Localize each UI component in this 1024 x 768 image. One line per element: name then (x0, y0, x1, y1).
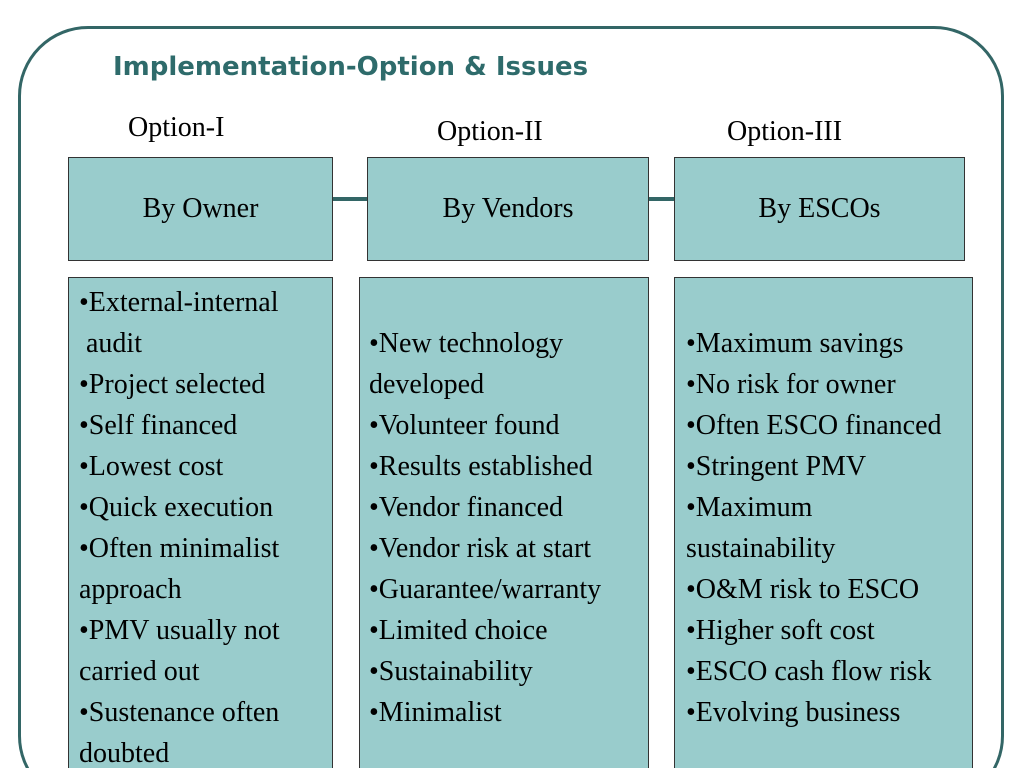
list-item: •Results established (369, 451, 593, 482)
list-item: •External-internal (79, 287, 279, 318)
option-3-label: Option-III (727, 116, 843, 147)
connector-2-3 (648, 197, 675, 201)
list-item: •Stringent PMV (686, 451, 867, 482)
option-2-heading: By Vendors (442, 193, 574, 224)
list-item: •No risk for owner (686, 369, 896, 400)
list-item: •PMV usually not (79, 615, 280, 646)
list-item: •ESCO cash flow risk (686, 656, 932, 687)
list-item: •Minimalist (369, 697, 502, 728)
option-1-heading-box (68, 157, 333, 261)
list-item: •Evolving business (686, 697, 901, 728)
list-item: sustainability (686, 533, 836, 564)
connector-1-2 (332, 197, 368, 201)
list-item: audit (79, 328, 142, 359)
option-3-list (686, 323, 942, 733)
option-1-label: Option-I (128, 112, 225, 143)
option-3-list-box (674, 277, 973, 768)
option-1-list (79, 282, 280, 768)
list-item: •Maximum (686, 492, 813, 523)
list-item: •Sustainability (369, 656, 533, 687)
list-item: •Sustenance often (79, 697, 280, 728)
list-item: •Maximum savings (686, 328, 904, 359)
list-item: •Higher soft cost (686, 615, 875, 646)
list-item: •Often ESCO financed (686, 410, 942, 441)
option-2-heading-box (367, 157, 649, 261)
option-2-label: Option-II (437, 116, 543, 147)
slide-title: Implementation-Option & Issues (113, 52, 589, 82)
list-item: •Guarantee/warranty (369, 574, 602, 605)
option-3-heading-box (674, 157, 965, 261)
list-item: carried out (79, 656, 200, 687)
list-item: •New technology (369, 328, 564, 359)
list-item: •Vendor financed (369, 492, 564, 523)
option-1-heading: By Owner (142, 193, 259, 224)
list-item: •Project selected (79, 369, 266, 400)
list-item: approach (79, 574, 182, 605)
list-item: doubted (79, 738, 170, 768)
list-item: •Limited choice (369, 615, 548, 646)
option-2-list (369, 323, 601, 733)
list-item: •Vendor risk at start (369, 533, 592, 564)
option-3-heading: By ESCOs (758, 193, 881, 224)
list-item: •Often minimalist (79, 533, 280, 564)
list-item: •O&M risk to ESCO (686, 574, 920, 605)
list-item: •Lowest cost (79, 451, 224, 482)
option-2-list-box (359, 277, 649, 768)
option-1-list-box (68, 277, 333, 768)
list-item: •Volunteer found (369, 410, 560, 441)
list-item: •Quick execution (79, 492, 274, 523)
list-item: developed (369, 369, 485, 400)
list-item: •Self financed (79, 410, 238, 441)
